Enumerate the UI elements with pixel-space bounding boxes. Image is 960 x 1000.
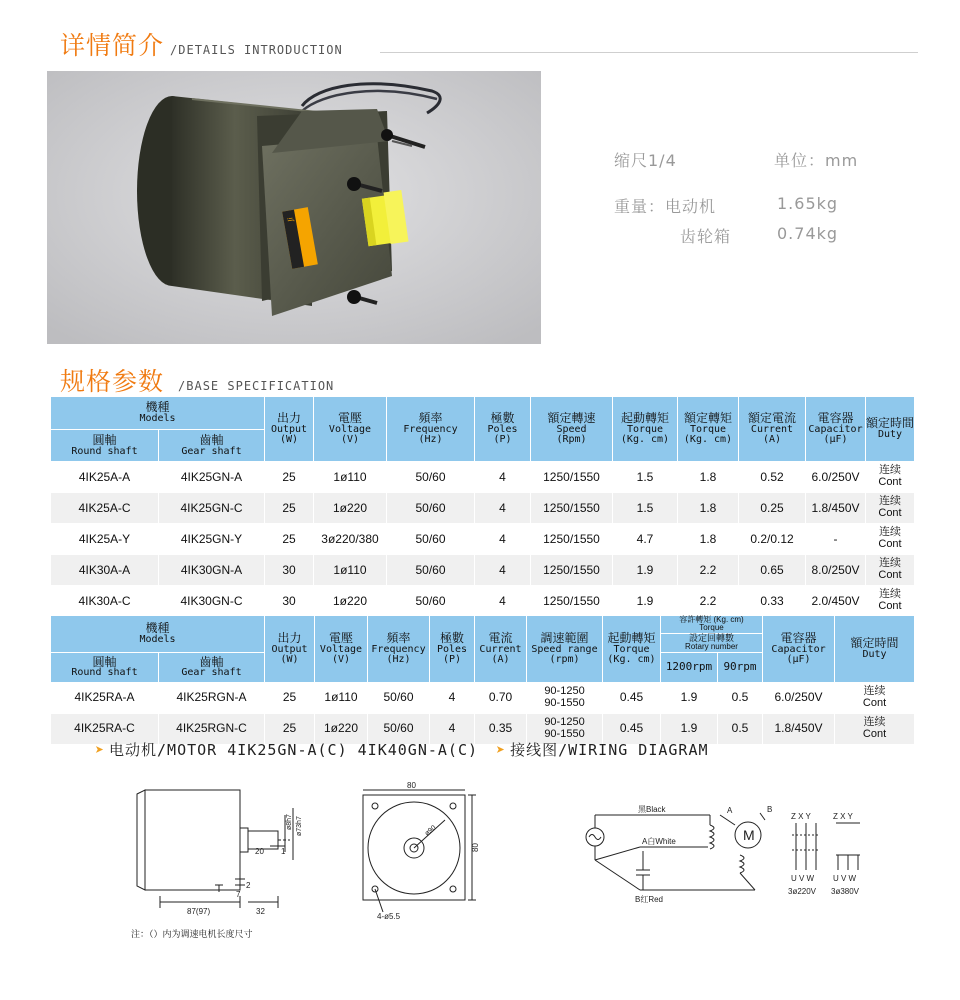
wiring-heading-text: 接线图/WIRING DIAGRAM xyxy=(510,741,709,759)
t2-cell: 25 xyxy=(265,682,315,713)
t2-cell: 0.45 xyxy=(603,682,661,713)
details-heading xyxy=(60,26,343,62)
base-heading xyxy=(60,362,334,398)
t2-cell: 90-1250 90-1550 xyxy=(527,682,603,713)
t2-models-header: 機種 Models xyxy=(51,616,265,653)
t1-cell: 4IK25GN-A xyxy=(159,462,265,493)
t1-cell: 0.25 xyxy=(739,493,806,524)
t1-output-header: 出力 Output (W) xyxy=(265,397,314,462)
dim-1: 1 xyxy=(281,847,286,856)
t2-cell: 25 xyxy=(265,713,315,744)
t1-cell: 50/60 xyxy=(387,493,475,524)
t1-row xyxy=(51,524,915,555)
t1-cell: 4IK25A-Y xyxy=(51,524,159,555)
t1-row xyxy=(51,555,915,586)
wiring-heading xyxy=(95,739,709,760)
t1-cell: 4 xyxy=(475,493,531,524)
t1-cell: 1ø220 xyxy=(314,586,387,617)
t2-cell: 50/60 xyxy=(368,713,430,744)
t1-rated-torque-header: 額定轉矩 Torque (Kg. cm) xyxy=(678,397,739,462)
t2-duty-header: 額定時間 Duty xyxy=(835,616,915,683)
t1-cell: 4IK25GN-Y xyxy=(159,524,265,555)
t1-cell: 50/60 xyxy=(387,555,475,586)
t1-capacitor-header: 電容器 Capacitor (μF) xyxy=(806,397,866,462)
t2-capacitor-header: 電容器 Capacitor (μF) xyxy=(763,616,835,683)
t1-cell: 2.2 xyxy=(678,586,739,617)
scale-text: 缩尺1/4 xyxy=(614,151,677,170)
t2-rotary-header: 設定回轉數 Rotary number xyxy=(661,633,763,652)
t1-cell: 4 xyxy=(475,462,531,493)
base-title-en: /BASE SPECIFICATION xyxy=(178,379,335,393)
wire-red-label: B红Red xyxy=(635,895,664,904)
voltage-380-label: 3ø380V xyxy=(831,887,860,896)
t1-cell: 4 xyxy=(475,586,531,617)
t1-duty-header: 額定時間 Duty xyxy=(866,397,915,462)
motor-front-view-drawing xyxy=(355,780,495,920)
t1-cell: 1250/1550 xyxy=(531,493,613,524)
t2-cell: 50/60 xyxy=(368,682,430,713)
t1-cell: 1.9 xyxy=(613,586,678,617)
t1-row xyxy=(51,462,915,493)
zxy-label-220: Z X Y xyxy=(791,812,811,821)
motor-weight: 1.65kg xyxy=(777,194,839,213)
unit-text: 单位：mm xyxy=(774,151,859,170)
t1-cell: 2.2 xyxy=(678,555,739,586)
t2-cell: 0.45 xyxy=(603,713,661,744)
t1-speed-header: 額定轉速 Speed (Rpm) xyxy=(531,397,613,462)
t1-cell: 1ø110 xyxy=(314,555,387,586)
voltage-220-label: 3ø220V xyxy=(788,887,817,896)
t1-duty-cell: 连续 Cont xyxy=(866,493,915,524)
t2-start-torque-header: 起動轉矩 Torque (Kg. cm) xyxy=(603,616,661,683)
t2-cell: 4IK25RA-A xyxy=(51,682,159,713)
t1-cell: 1250/1550 xyxy=(531,586,613,617)
t1-gear-shaft-header: 齒軸 Gear shaft xyxy=(159,430,265,462)
t1-cell: 1.8 xyxy=(678,493,739,524)
t2-rpm-90-header: 90rpm xyxy=(718,652,763,682)
t1-cell: 4IK25A-A xyxy=(51,462,159,493)
t1-poles-header: 極數 Poles (P) xyxy=(475,397,531,462)
motor-heading-text: 电动机/MOTOR 4IK25GN-A(C) 4IK40GN-A(C) xyxy=(109,741,479,759)
t2-frequency-header: 頻率 Frequency (Hz) xyxy=(368,616,430,683)
arrow-icon: ➤ xyxy=(496,740,507,759)
dim-shaft: ø8h7 xyxy=(286,814,293,830)
t2-cell: 0.70 xyxy=(475,682,527,713)
t1-cell: 4IK30GN-C xyxy=(159,586,265,617)
t2-current-header: 電流 Current (A) xyxy=(475,616,527,683)
t1-voltage-header: 電壓 Voltage (V) xyxy=(314,397,387,462)
dimension-note: 注：（）内为调速电机长度尺寸 xyxy=(131,930,253,940)
t1-cell: 2.0/450V xyxy=(806,586,866,617)
dim-20: 20 xyxy=(255,847,264,856)
arrow-icon: ➤ xyxy=(95,740,106,759)
t1-cell: 25 xyxy=(265,493,314,524)
t1-cell: - xyxy=(806,524,866,555)
t2-cell: 0.5 xyxy=(718,713,763,744)
t2-cell: 连续 Cont xyxy=(835,682,915,713)
t1-start-torque-header: 起動轉矩 Torque (Kg. cm) xyxy=(613,397,678,462)
terminal-b-label: B xyxy=(767,805,773,814)
t2-cell: 连续 Cont xyxy=(835,713,915,744)
t2-cell: 0.5 xyxy=(718,682,763,713)
t1-cell: 8.0/250V xyxy=(806,555,866,586)
details-title-en: /DETAILS INTRODUCTION xyxy=(170,43,343,57)
t1-cell: 6.0/250V xyxy=(806,462,866,493)
t1-body xyxy=(51,462,915,617)
t1-cell: 50/60 xyxy=(387,524,475,555)
t1-cell: 0.33 xyxy=(739,586,806,617)
t1-cell: 25 xyxy=(265,524,314,555)
t2-cell: 90-1250 90-1550 xyxy=(527,713,603,744)
t1-cell: 4IK30A-C xyxy=(51,586,159,617)
dim-32: 32 xyxy=(256,907,265,916)
t1-duty-cell: 连续 Cont xyxy=(866,462,915,493)
details-divider xyxy=(380,52,918,53)
t1-cell: 1.5 xyxy=(613,493,678,524)
t2-cell: 4IK25RA-C xyxy=(51,713,159,744)
motor-photo xyxy=(47,71,541,344)
t2-row xyxy=(51,682,915,713)
t2-speed-range-header: 調速範圍 Speed range (rpm) xyxy=(527,616,603,683)
t1-duty-cell: 连续 Cont xyxy=(866,555,915,586)
t2-allow-torque-header: 容許轉矩 (Kg. cm) Torque xyxy=(661,616,763,634)
t2-round-shaft-header: 圓軸 Round shaft xyxy=(51,652,159,682)
t1-row xyxy=(51,493,915,524)
t1-cell: 1250/1550 xyxy=(531,524,613,555)
t1-cell: 1.5 xyxy=(613,462,678,493)
t1-cell: 30 xyxy=(265,586,314,617)
t2-cell: 4 xyxy=(430,682,475,713)
t1-cell: 50/60 xyxy=(387,462,475,493)
t2-body xyxy=(51,682,915,744)
t1-cell: 4IK25GN-C xyxy=(159,493,265,524)
t1-cell: 25 xyxy=(265,462,314,493)
t2-cell: 1.9 xyxy=(661,713,718,744)
spec-table-speed-control xyxy=(50,615,915,745)
t1-cell: 1.9 xyxy=(613,555,678,586)
t1-cell: 0.65 xyxy=(739,555,806,586)
dim-2: 2 xyxy=(246,881,251,890)
t2-cell: 1.9 xyxy=(661,682,718,713)
details-title-cn: 详情简介 xyxy=(60,31,165,60)
t1-cell: 3ø220/380 xyxy=(314,524,387,555)
t2-cell: 1ø220 xyxy=(315,713,368,744)
t2-cell: 1ø110 xyxy=(315,682,368,713)
t2-poles-header: 極數 Poles (P) xyxy=(430,616,475,683)
t1-cell: 4.7 xyxy=(613,524,678,555)
t1-cell: 1ø110 xyxy=(314,462,387,493)
t2-cell: 4IK25RGN-C xyxy=(159,713,265,744)
t1-cell: 0.52 xyxy=(739,462,806,493)
t2-cell: 0.35 xyxy=(475,713,527,744)
weight-label: 重量：电动机 xyxy=(614,197,717,216)
t1-cell: 1250/1550 xyxy=(531,555,613,586)
uvw-label-380: U V W xyxy=(833,874,857,883)
t1-cell: 0.2/0.12 xyxy=(739,524,806,555)
t1-cell: 4 xyxy=(475,555,531,586)
t2-cell: 1.8/450V xyxy=(763,713,835,744)
dim-80-side: 80 xyxy=(471,843,480,852)
dim-7: 7 xyxy=(236,890,241,899)
dim-pcd: ø90 xyxy=(423,824,438,838)
terminal-a-label: A xyxy=(727,806,733,815)
motor-symbol: M xyxy=(743,827,755,843)
t1-cell: 1ø220 xyxy=(314,493,387,524)
t1-cell: 1.8/450V xyxy=(806,493,866,524)
zxy-label-380: Z X Y xyxy=(833,812,853,821)
t1-row xyxy=(51,586,915,617)
motor-side-view-drawing xyxy=(115,780,315,920)
t1-cell: 50/60 xyxy=(387,586,475,617)
t2-voltage-header: 電壓 Voltage (V) xyxy=(315,616,368,683)
uvw-label-220: U V W xyxy=(791,874,815,883)
t1-models-header: 機種 Models xyxy=(51,397,265,430)
motor-illustration xyxy=(47,71,541,344)
dim-holes: 4-ø5.5 xyxy=(377,912,401,920)
t1-cell: 1250/1550 xyxy=(531,462,613,493)
wire-black-label: 黑Black xyxy=(638,805,666,814)
t2-output-header: 出力 Output (W) xyxy=(265,616,315,683)
t1-cell: 4IK30A-A xyxy=(51,555,159,586)
gear-weight: 0.74kg xyxy=(777,224,839,243)
wiring-diagram xyxy=(580,795,880,915)
t1-round-shaft-header: 圓軸 Round shaft xyxy=(51,430,159,462)
t1-duty-cell: 连续 Cont xyxy=(866,586,915,617)
t2-gear-shaft-header: 齒軸 Gear shaft xyxy=(159,652,265,682)
t1-cell: 1.8 xyxy=(678,462,739,493)
photo-brand: Ji xyxy=(286,216,295,223)
t1-duty-cell: 连续 Cont xyxy=(866,524,915,555)
t1-cell: 4IK25A-C xyxy=(51,493,159,524)
base-title-cn: 规格参数 xyxy=(60,367,165,396)
dim-pilot: ø73h7 xyxy=(296,816,303,836)
dim-80-top: 80 xyxy=(407,781,416,790)
t1-current-header: 額定電流 Current (A) xyxy=(739,397,806,462)
t1-cell: 1.8 xyxy=(678,524,739,555)
t1-cell: 4 xyxy=(475,524,531,555)
t2-cell: 4IK25RGN-A xyxy=(159,682,265,713)
dim-87: 87(97) xyxy=(187,907,211,916)
spec-table-standard xyxy=(50,396,915,617)
t2-cell: 4 xyxy=(430,713,475,744)
wire-white-label: A白White xyxy=(642,837,676,846)
t2-cell: 6.0/250V xyxy=(763,682,835,713)
t2-rpm-1200-header: 1200rpm xyxy=(661,652,718,682)
t1-frequency-header: 頻率 Frequency (Hz) xyxy=(387,397,475,462)
t1-cell: 4IK30GN-A xyxy=(159,555,265,586)
t1-cell: 30 xyxy=(265,555,314,586)
gear-label: 齿轮箱 xyxy=(680,227,732,246)
